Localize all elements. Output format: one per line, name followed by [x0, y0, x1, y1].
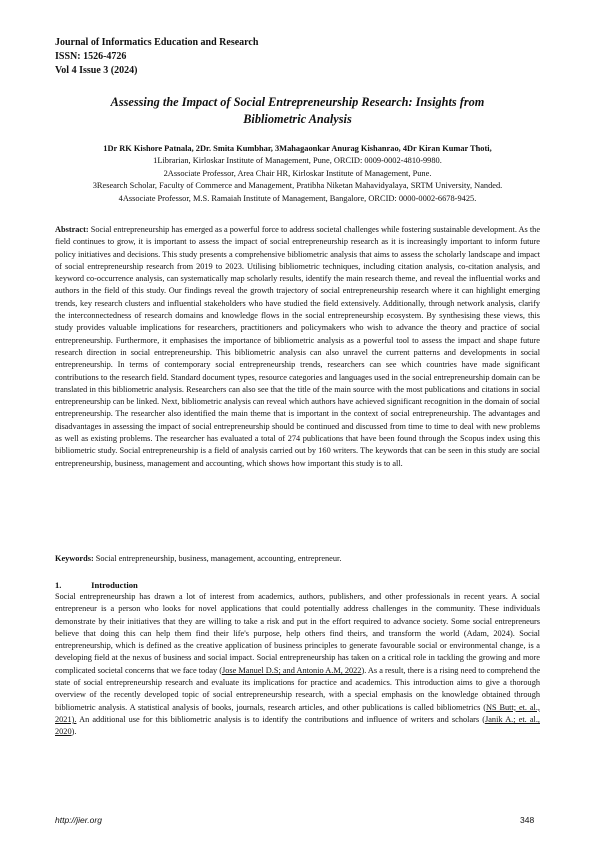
intro-text-part-1: Social entrepreneurship has drawn a lot of interest from academics, authors, publishers, and other professionals in recent years. A social entrepreneur is a person who looks for novel applications that could potentially address challenges in the community. These individuals demonstrate by their initiatives that they are willing to take a risk and put in the effort required to advance society. Some social entrepreneurs believe that doing this can help them find their life's purpose, help others find theirs, and transform the world (Adam, 2024). Social entrepreneurship, which is defined as the creative application of business principles to generate favourable social or environmental change, is a developing field at the nexus of business and social impact. Social entrepreneurship has taken on a critical role in tackling the growing and more complicated societal concerns that we face today ( [55, 592, 540, 675]
affiliation-1: 1Librarian, Kirloskar Institute of Management, Pune, ORCID: 0009-0002-4810-9980. [153, 156, 442, 166]
citation-link-2[interactable]: NS Butt; et. al., 2021). [55, 702, 540, 724]
keywords [55, 553, 540, 565]
paper-title-line-2: Bibliometric Analysis [243, 112, 352, 126]
journal-name: Journal of Informatics Education and Research [55, 37, 259, 48]
journal-issn: ISSN: 1526-4726 [55, 51, 127, 62]
author-block [55, 143, 540, 205]
affiliation-3: 3Research Scholar, Faculty of Commerce and Management, Pratibha Niketan Mahavidyalaya, SRTM University, Nanded. [92, 181, 503, 191]
affiliation-2: 2Associate Professor, Area Chair HR, Kirloskar Institute of Management, Pune. [163, 168, 432, 178]
introduction-paragraph [55, 591, 540, 739]
page-number: 348 [520, 815, 535, 825]
intro-text-part-4: ). [71, 727, 77, 737]
paper-title-line-1: Assessing the Impact of Social Entrepreneurship Research: Insights from [110, 95, 485, 109]
footer-url[interactable]: http://jier.org [55, 815, 102, 825]
abstract [55, 224, 540, 470]
affiliation-4: 4Associate Professor, M.S. Ramaiah Institute of Management, Bangalore, ORCID: 0000-0002-6678-9425. [118, 193, 477, 203]
citation-link-1[interactable]: Jose Manuel D.S; and Antonio A.M, 2022 [222, 665, 362, 675]
intro-text-part-3: An additional use for this bibliometric analysis is to identify the contributions and influence of writers and scholars ( [76, 714, 486, 724]
section-title: Introduction [91, 580, 138, 590]
author-names: 1Dr RK Kishore Patnala, 2Dr. Smita Kumbhar, 3Mahagaonkar Anurag Kishanrao, 4Dr Kiran Kumar Thoti, [103, 144, 492, 153]
citation-link-3[interactable]: Janik A.; et. al., 2020 [55, 714, 540, 737]
journal-volume: Vol 4 Issue 3 (2024) [55, 65, 138, 76]
keywords-text: Social entrepreneurship, business, management, accounting, entrepreneur. [95, 554, 342, 563]
abstract-label: Abstract: [55, 225, 89, 234]
keywords-label: Keywords: [55, 554, 94, 563]
intro-text-part-2: ). As a result, there is a rising need to comprehend the state of social entrepreneurship research and evaluate its implications for practice and academics. This introduction aims to give a thorough overview of the recently developed topic of social entrepreneurship research, with a special emphasis on the knowledge obtained through bibliometric analysis. A statistical analysis of books, journals, research articles, and other publications is called bibliometrics ( [55, 665, 541, 712]
section-number: 1. [55, 580, 62, 590]
paper-title [55, 94, 540, 128]
journal-header [55, 36, 258, 78]
abstract-text: Social entrepreneurship has emerged as a powerful force to address societal challenges while fostering sustainable development. As the field continues to grow, it is important to assess the impact of social entrepreneurship research as it is increasingly important to inform future policy initiatives and decisions. This study presents a comprehensive bibliometric analysis that aims to assess the scholarly landscape and impact of social entrepreneurship research from 2019 to 2023. Utilising bibliometric techniques, including citation analysis, co-citation analysis, and keyword co-occurrence analysis, can systematically map scholarly results, identify the main research theme, and reveal the influential works and authors in the field of this study. Our findings reveal the growth trajectory of social entrepreneurship research where it can highlight emerging trends, key research clusters and influential stakeholders who have studied the field extensively. Additionally, through network analysis, clarify the interconnectedness of research domains and knowledge flows in the social entrepreneurship ecosystem. By synthesising these views, this study provides valuable implications for researchers, practitioners and policymakers who wish to advance the theory and practice of social entrepreneurship. Furthermore, it emphasises the importance of bibliometric analysis as a powerful tool to assess the impact and shape future research direction in social entrepreneurship. This bibliometric analysis can also unravel the current patterns and developments in social entrepreneurship. In terms of contemporary social entrepreneurship trends, researchers can see which countries have made significant contributions to the research field. Standard document types, resource categories and languages used in the social entrepreneurship domain can be translated in this bibliometric analysis. Researchers can also see that the title of the main source with the most publications and citations in social entrepreneurship can be linked. Next, bibliometric analysis can reveal which authors have achieved significant recognition in the domain of social entrepreneurship. The researcher also identified the main theme that is important in the context of social entrepreneurship. The advantages and disadvantages in assessing the impact of social entrepreneurship should be continued and discussed from time to time to deal with new problems as well as existing problems. The researcher has evaluated a total of 274 publications that have been found through the Scopus index using this bibliometric study. Social entrepreneurship is a field of analysis carried out by 160 writers. The keywords that can be seen in this study are social entrepreneurship, business, management and accounting, which shows how important this study is to all. [55, 225, 540, 468]
section-heading-introduction [55, 580, 138, 590]
